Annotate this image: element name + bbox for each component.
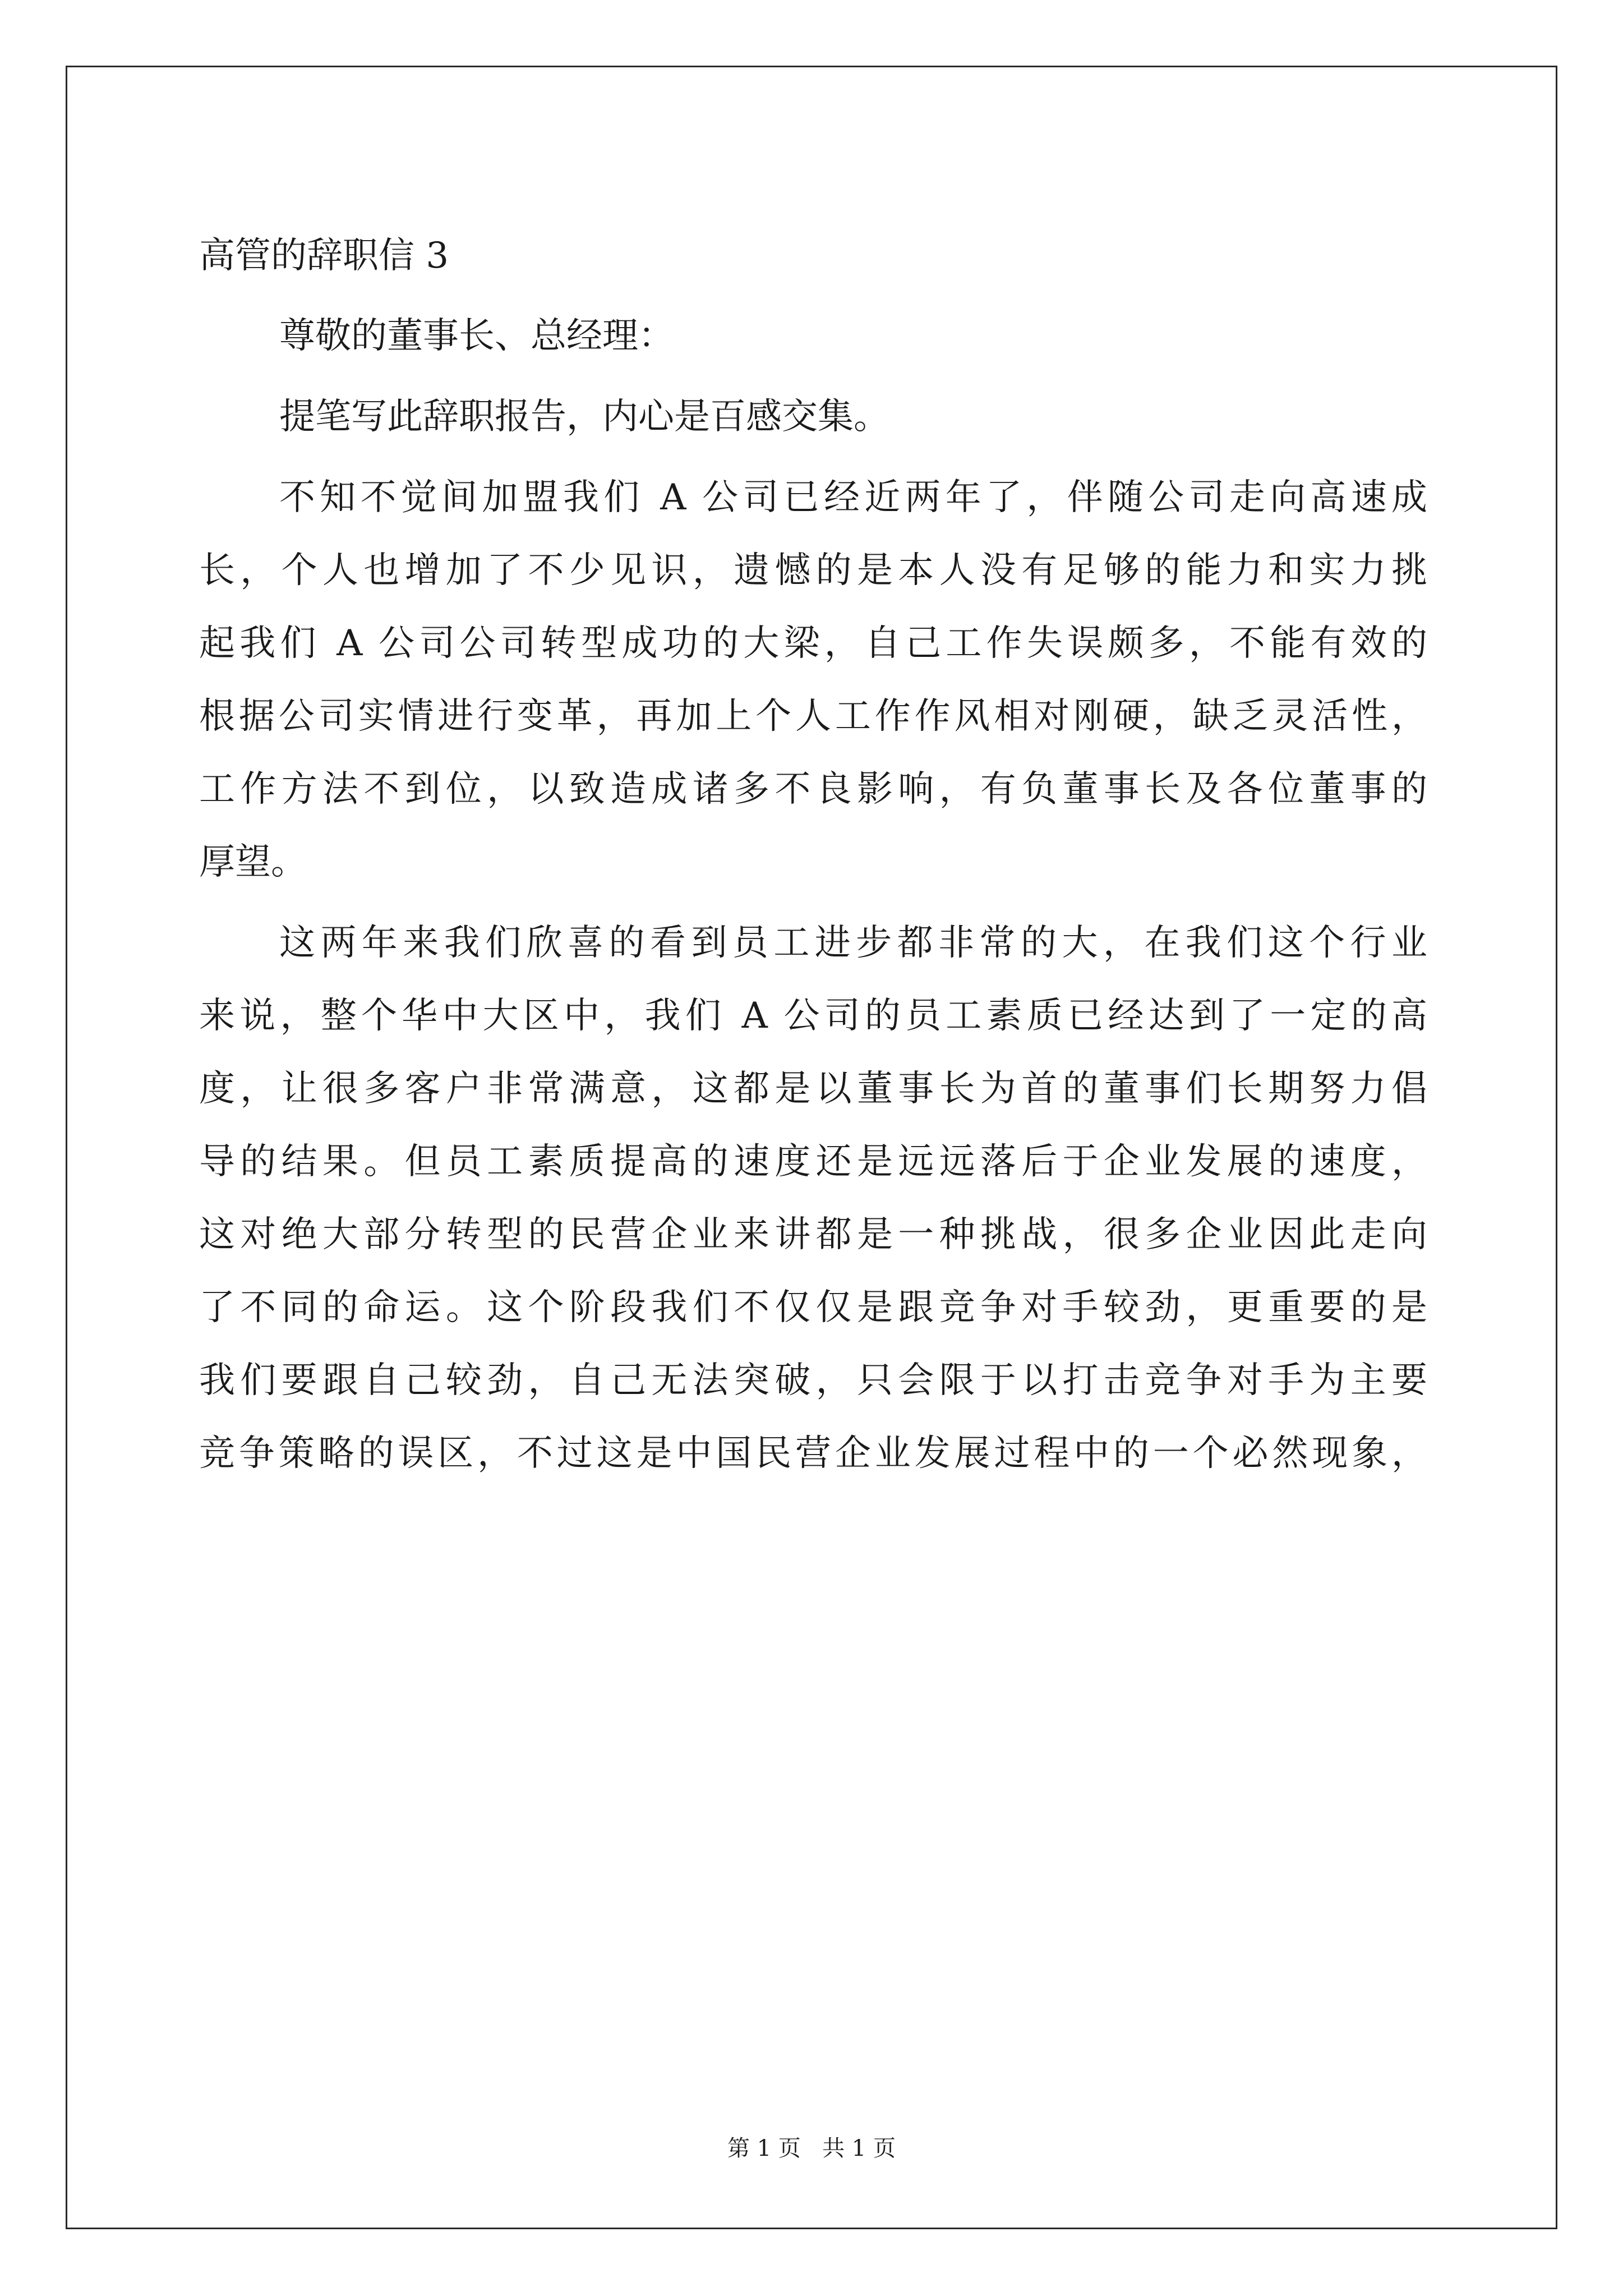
- body-paragraph-1: [199, 461, 1427, 899]
- text-line: 我们要跟自己较劲，自己无法突破，只会限于以打击竞争对手为主要: [199, 1360, 1427, 1401]
- text-line: 了不同的命运。这个阶段我们不仅仅是跟竞争对手较劲，更重要的是: [199, 1287, 1427, 1328]
- document-body: [199, 220, 1427, 1490]
- salutation-paragraph: [199, 300, 1427, 372]
- text-line: 来说，整个华中大区中，我们 A 公司的员工素质已经达到了一定的高: [199, 995, 1427, 1037]
- text-line: 竞争策略的误区，不过这是中国民营企业发展过程中的一个必然现象，: [199, 1433, 1427, 1474]
- text-line: 这对绝大部分转型的民营企业来讲都是一种挑战，很多企业因此走向: [199, 1214, 1427, 1255]
- page-number-footer: 第 1 页 共 1 页: [727, 2136, 896, 2161]
- text-line: 不知不觉间加盟我们 A 公司已经近两年了，伴随公司走向高速成: [279, 477, 1427, 518]
- body-paragraph-2: [199, 907, 1427, 1490]
- text-line: 导的结果。但员工素质提高的速度还是远远落后于企业发展的速度，: [199, 1141, 1427, 1182]
- document-title: 高管的辞职信 3: [199, 235, 449, 277]
- text-line: 厚望。: [199, 841, 307, 883]
- text-line: 这两年来我们欣喜的看到员工进步都非常的大，在我们这个行业: [279, 922, 1427, 964]
- text-line: 提笔写此辞职报告，内心是百感交集。: [279, 396, 889, 438]
- opening-paragraph: [199, 380, 1427, 453]
- text-line: 根据公司实情进行变革，再加上个人工作作风相对刚硬，缺乏灵活性，: [199, 696, 1427, 737]
- text-line: 起我们 A 公司公司转型成功的大梁，自己工作失误颇多，不能有效的: [199, 623, 1427, 664]
- text-line: 工作方法不到位，以致造成诸多不良影响，有负董事长及各位董事的: [199, 769, 1427, 810]
- text-line: 尊敬的董事长、总经理：: [279, 315, 674, 357]
- text-line: 长，个人也增加了不少见识，遗憾的是本人没有足够的能力和实力挑: [199, 550, 1427, 591]
- text-line: 度，让很多客户非常满意，这都是以董事长为首的董事们长期努力倡: [199, 1068, 1427, 1110]
